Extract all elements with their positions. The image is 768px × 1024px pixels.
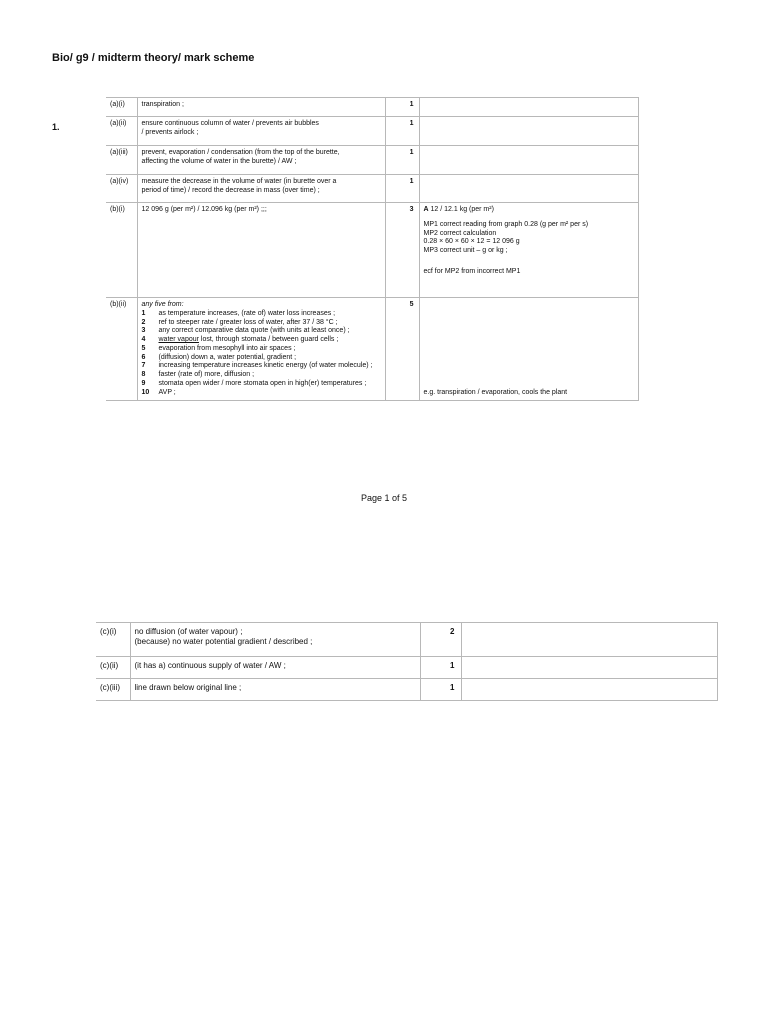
guidance-calculation: 0.28 × 60 × 60 × 12 = 12 096 g [423, 238, 520, 246]
question-label: (a)(ii) [106, 117, 137, 146]
answer-cell [137, 98, 385, 117]
accept-prefix: A [423, 206, 429, 213]
answer-text: (because) no water potential gradient / described ; [134, 637, 313, 646]
point-number: 2 [141, 318, 146, 326]
answer-cell [137, 117, 385, 146]
marks-cell: 1 [385, 175, 419, 203]
answer-cell [137, 203, 385, 298]
answer-cell [137, 146, 385, 175]
guidance-cell [419, 175, 638, 203]
table-row-c-i [96, 623, 717, 657]
answer-text: prevent, evaporation / condensation (from the top of the burette, [141, 149, 340, 156]
guidance-mp2: MP2 correct calculation [423, 229, 497, 237]
list-item [142, 362, 381, 371]
answer-text: line drawn below original line ; [134, 683, 242, 692]
point-text: as temperature increases, (rate of) water loss increases ; [158, 309, 336, 317]
list-item [142, 371, 381, 380]
list-item [142, 319, 381, 328]
list-item [142, 327, 381, 336]
point-text: faster (rate of) more, diffusion ; [158, 371, 255, 378]
guidance-cell: e.g. transpiration / evaporation, cools the plant [419, 298, 638, 401]
point-text: evaporation from mesophyll into air spaces ; [158, 344, 296, 352]
marks-cell: 1 [420, 679, 461, 701]
mark-scheme-table-1 [106, 97, 639, 401]
question-label: (c)(ii) [96, 657, 130, 679]
answer-cell [130, 623, 420, 657]
point-number: 3 [141, 327, 146, 335]
guidance-mp1: MP1 correct reading from graph 0.28 (g per m² per s) [423, 220, 589, 228]
question-label: (b)(ii) [106, 298, 137, 401]
document-title: Bio/ g9 / midterm theory/ mark scheme [52, 52, 255, 64]
marks-cell: 5 [385, 298, 419, 401]
marks-cell: 1 [385, 117, 419, 146]
answer-intro: any five from: [141, 301, 184, 308]
page-footer: Page 1 of 5 [360, 493, 408, 503]
question-label: (c)(iii) [96, 679, 130, 701]
question-number: 1. [52, 122, 60, 132]
answer-text: affecting the volume of water in the burette) / AW ; [141, 157, 297, 165]
point-text: AVP ; [158, 388, 176, 396]
marks-cell: 1 [385, 146, 419, 175]
marks-cell: 3 [385, 203, 419, 298]
table-row-a-iv [106, 175, 638, 203]
guidance-ecf: ecf for MP2 from incorrect MP1 [423, 267, 521, 275]
point-number: 1 [141, 309, 146, 317]
marks-cell: 1 [385, 98, 419, 117]
guidance-alternative-text: 12 / 12.1 kg (per m²) [430, 206, 494, 213]
question-label: (b)(i) [106, 203, 137, 298]
answer-cell [137, 175, 385, 203]
guidance-cell [419, 203, 638, 298]
guidance-cell [419, 98, 638, 117]
answer-cell [137, 298, 385, 401]
point-text: increasing temperature increases kinetic energy (of water molecule) ; [158, 362, 373, 370]
guidance-cell [461, 623, 717, 657]
guidance-cell [461, 679, 717, 701]
point-text: ref to steeper rate / greater loss of water, after 37 / 38 °C ; [158, 318, 338, 326]
list-item [142, 310, 381, 319]
underlined-term: water vapour [158, 336, 199, 343]
table-row-c-iii [96, 679, 717, 701]
answer-text: measure the decrease in the volume of water (in burette over a [141, 178, 337, 185]
answer-cell [130, 657, 420, 679]
answer-text: transpiration ; [141, 101, 184, 108]
point-number: 10 [141, 388, 150, 396]
answer-text: (it has a) continuous supply of water / AW ; [134, 661, 286, 670]
guidance-cell [419, 146, 638, 175]
point-text: stomata open wider / more stomata open in high(er) temperatures ; [158, 379, 367, 387]
question-label: (a)(iii) [106, 146, 137, 175]
point-number: 9 [141, 379, 146, 387]
table-row-b-ii [106, 298, 638, 401]
answer-text: no diffusion (of water vapour) ; [134, 627, 243, 636]
table-row-c-ii [96, 657, 717, 679]
point-number: 6 [141, 353, 146, 361]
marks-cell: 2 [420, 623, 461, 657]
marking-points-list [142, 310, 381, 398]
answer-text: period of time) / record the decrease in mass (over time) ; [141, 186, 320, 194]
point-number: 8 [141, 371, 146, 378]
guidance-cell [461, 657, 717, 679]
guidance-cell [419, 117, 638, 146]
answer-text: / prevents airlock ; [141, 128, 199, 136]
table-row-a-ii [106, 117, 638, 146]
point-text: (diffusion) down a, water potential, gradient ; [158, 353, 297, 361]
answer-text: ensure continuous column of water / prevents air bubbles [141, 120, 319, 127]
point-number: 5 [141, 344, 146, 352]
question-label: (c)(i) [96, 623, 130, 657]
marks-cell: 1 [420, 657, 461, 679]
point-text-wrap [159, 336, 339, 345]
mark-scheme-table-2 [96, 622, 718, 701]
guidance-alternative [424, 206, 634, 215]
answer-text: 12 096 g (per m²) / 12.096 kg (per m²) ;;; [141, 206, 267, 213]
guidance-mp3: MP3 correct unit – g or kg ; [423, 247, 508, 254]
list-item [142, 389, 381, 398]
point-text: any correct comparative data quote (with units at least once) ; [158, 327, 350, 335]
point-number: 7 [141, 362, 146, 370]
answer-cell [130, 679, 420, 701]
list-item [142, 345, 381, 354]
table-row-a-iii [106, 146, 638, 175]
table-row-b-i [106, 203, 638, 298]
question-label: (a)(iv) [106, 175, 137, 203]
list-item [142, 380, 381, 389]
point-number: 4 [141, 336, 146, 343]
table-row-a-i [106, 98, 638, 117]
question-label: (a)(i) [106, 98, 137, 117]
list-item [142, 354, 381, 363]
list-item [142, 336, 381, 345]
point-text: lost, through stomata / between guard cells ; [198, 336, 339, 343]
